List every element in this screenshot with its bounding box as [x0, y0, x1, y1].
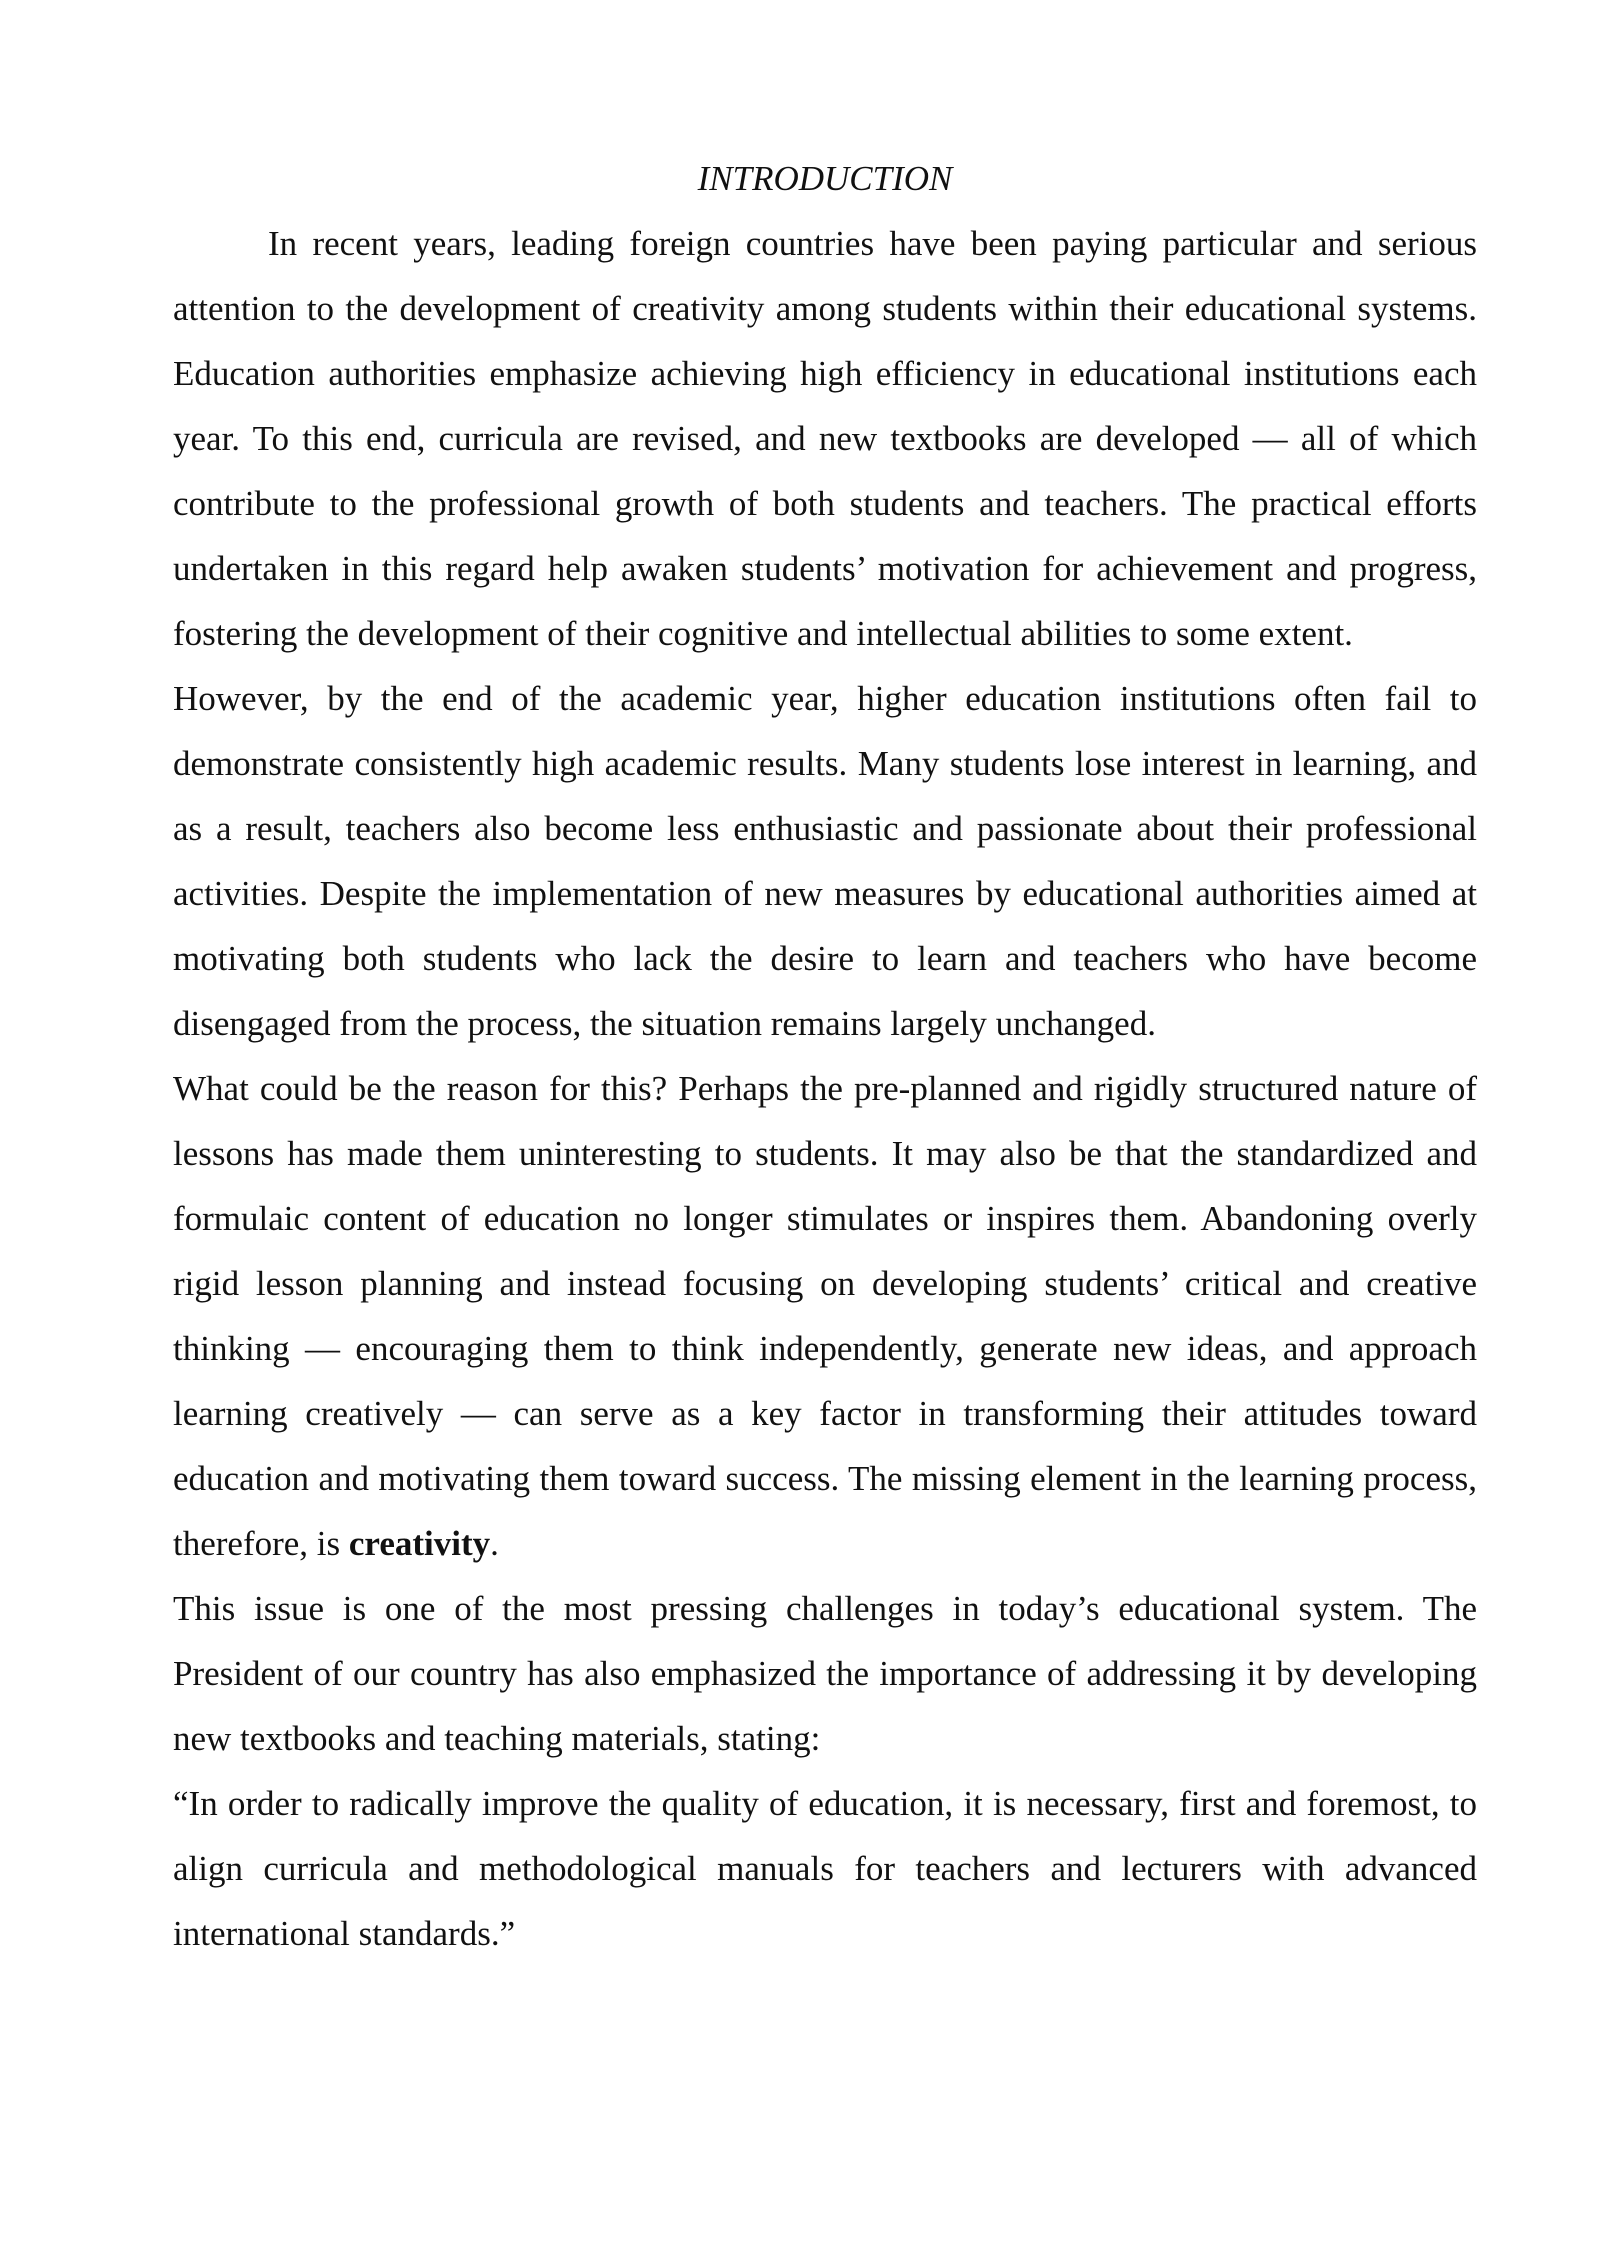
paragraph-4: This issue is one of the most pressing challenges in today’s educational system. The President of our country has also emphasized the importance of addressing it by developing new textbooks and teaching materials, stating:	[173, 1589, 1477, 1758]
paragraph-3-end: .	[490, 1524, 499, 1563]
document-title: INTRODUCTION	[697, 159, 953, 198]
paragraph-1: In recent years, leading foreign countries have been paying particular and serious attention to the development of creativity among students within their educational systems. Education authorities emphasize achieving high efficiency in educational institutions each year. To this end, curricula are revised, and new textbooks are developed — all of which contribute to the professional growth of both students and teachers. The practical efforts undertaken in this regard help awaken students’ motivation for achievement and progress, fostering the development of their cognitive and intellectual abilities to some extent.	[173, 224, 1477, 653]
document-body	[173, 146, 1477, 1966]
paragraph-5-quote: “In order to radically improve the quality of education, it is necessary, first and foremost, to align curricula and methodological manuals for teachers and lecturers with advanced international standards.”	[173, 1784, 1477, 1953]
emphasis-creativity: creativity	[348, 1524, 491, 1563]
paragraph-3	[173, 1056, 1477, 1576]
paragraph-3-text: What could be the reason for this? Perhaps the pre-planned and rigidly structured nature of lessons has made them uninteresting to students. It may also be that the standardized and formulaic content of education no longer stimulates or inspires them. Abandoning overly rigid lesson planning and instead focusing on developing students’ critical and creative thinking — encouraging them to think independently, generate new ideas, and approach learning creatively — can serve as a key factor in transforming their attitudes toward education and motivating them toward success. The missing element in the learning process, therefore, is	[173, 1069, 1477, 1563]
paragraph-2: However, by the end of the academic year, higher education institutions often fail to demonstrate consistently high academic results. Many students lose interest in learning, and as a result, teachers also become less enthusiastic and passionate about their professional activities. Despite the implementation of new measures by educational authorities aimed at motivating both students who lack the desire to learn and teachers who have become disengaged from the process, the situation remains largely unchanged.	[173, 679, 1477, 1043]
